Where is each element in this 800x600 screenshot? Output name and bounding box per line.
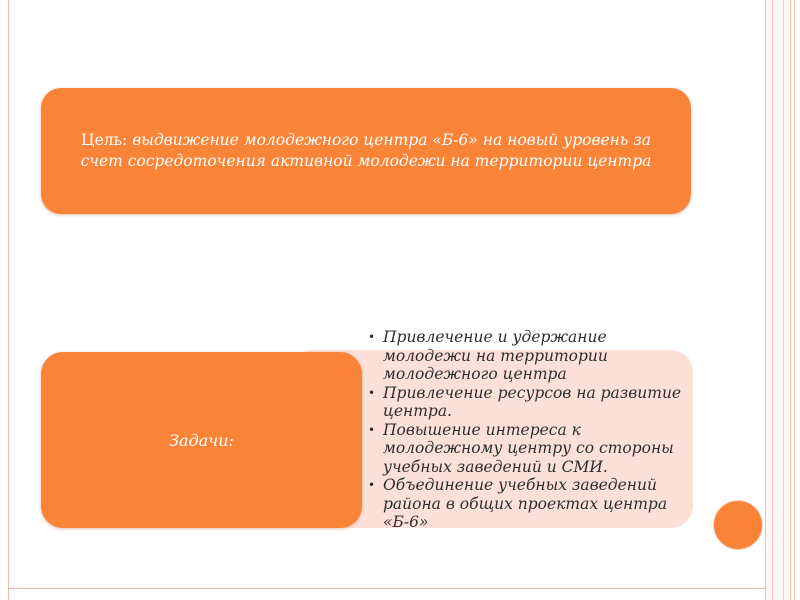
task-text: Объединение учебных заведений района в общих проектах центра «Б-6» [383, 476, 668, 531]
goal-box [41, 88, 691, 214]
bullet-icon: • [368, 330, 376, 344]
slide-frame-right-line [794, 0, 795, 600]
bullet-icon: • [368, 422, 376, 437]
goal-text: выдвижение молодежного центра «Б-6» на новый уровень за счет сосредоточения активной молодежи на территории центра [80, 131, 652, 170]
decorative-circle-icon [714, 501, 762, 549]
tasks-list [366, 328, 696, 532]
tasks-label: Задачи: [169, 430, 234, 450]
tasks-box [41, 352, 362, 528]
goal-label: Цель: [81, 131, 128, 149]
list-item [366, 384, 696, 421]
list-item [366, 476, 696, 532]
task-text: Повышение интереса к молодежному центру со стороны учебных заведений и СМИ. [383, 420, 674, 476]
list-item [366, 421, 696, 477]
task-text: Привлечение ресурсов на развитие центра. [383, 383, 682, 420]
bullet-icon: • [368, 385, 376, 400]
bullet-icon: • [368, 478, 376, 492]
slide-frame-left-line [8, 0, 9, 600]
slide-frame-bottom-line [8, 588, 766, 589]
slide-frame-right-band [765, 0, 791, 600]
goal-statement [71, 130, 661, 172]
task-text: Привлечение и удержание молодежи на территории молодежного центра [383, 328, 608, 383]
list-item [366, 328, 696, 384]
